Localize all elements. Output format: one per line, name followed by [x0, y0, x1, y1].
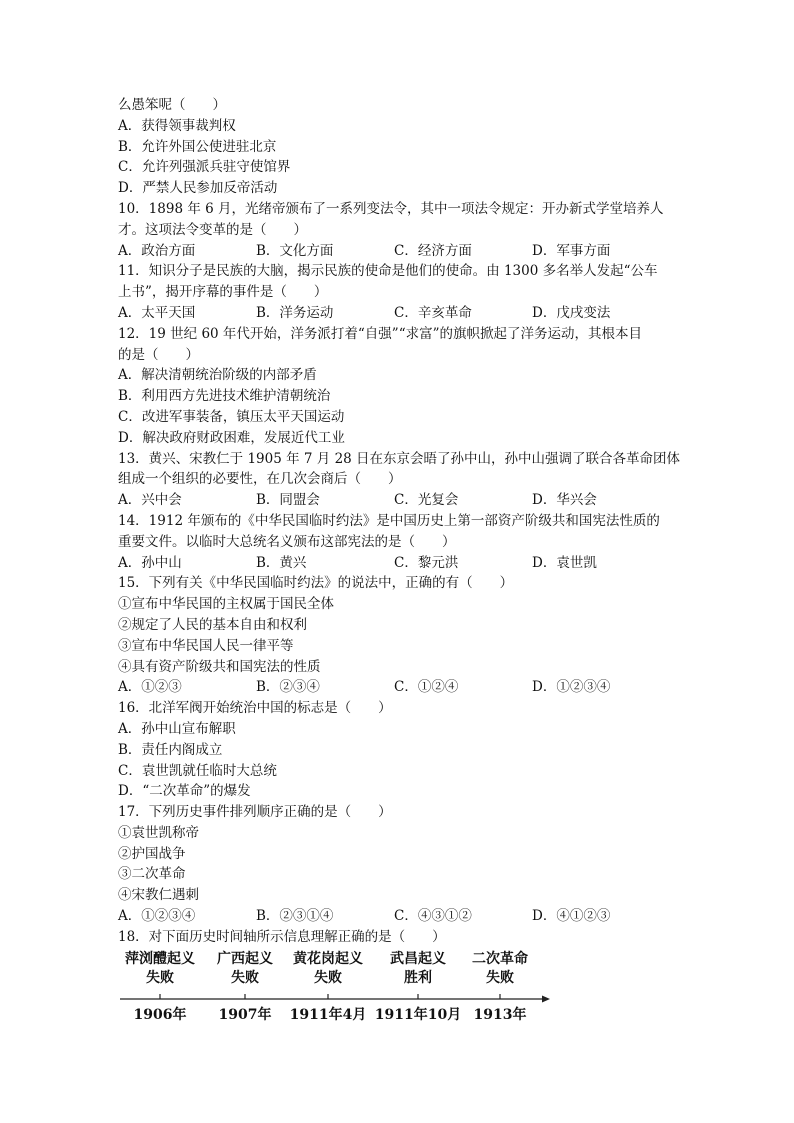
- event-result: 失败: [314, 969, 342, 986]
- question-stem-line: 14．1912 年颁布的《中华民国临时约法》是中国历史上第一部资产阶级共和国宪法性质的: [118, 512, 660, 529]
- timeline-axis: [118, 994, 558, 1004]
- statement-item: ③宣布中华民国人民一律平等: [118, 637, 294, 654]
- option-a: A．①②③: [118, 679, 182, 696]
- option-b: B．②③①④: [256, 908, 334, 925]
- options-row: [118, 303, 678, 324]
- question-stem-line: 上书”，揭开序幕的事件是（ ）: [118, 284, 328, 301]
- timeline-event: [455, 950, 545, 988]
- options-row: [118, 553, 678, 574]
- question-14: [118, 511, 678, 573]
- option-d: D．华兴会: [532, 492, 597, 509]
- option-b: B．同盟会: [256, 492, 320, 509]
- choice-c: C．袁世凯就任临时大总统: [118, 762, 277, 779]
- timeline-year: 1911年4月: [289, 1006, 367, 1023]
- option-c: C．经济方面: [394, 242, 472, 259]
- question-11: [118, 261, 678, 323]
- question-18: [118, 927, 678, 1028]
- history-timeline: [118, 950, 558, 1028]
- event-name: 广西起义: [217, 950, 273, 967]
- question-stem-line: 12．19 世纪 60 年代开始，洋务派打着“自强”“求富”的旗帜掀起了洋务运动，其根本目: [118, 325, 643, 342]
- option-a: A．①②③④: [118, 908, 196, 925]
- choice-b: B．利用西方先进技术维护清朝统治: [118, 388, 331, 405]
- event-result: 胜利: [404, 969, 432, 986]
- option-a: A．太平天国: [118, 304, 196, 321]
- question-stem-line: 15．下列有关《中华民国临时约法》的说法中，正确的有（ ）: [118, 575, 514, 592]
- option-d: D．袁世凯: [532, 554, 597, 571]
- options-row: [118, 906, 678, 927]
- choice-d: D．“二次革命”的爆发: [118, 783, 251, 800]
- event-result: 失败: [231, 969, 259, 986]
- option-c: C．光复会: [394, 492, 459, 509]
- choice-c: C．允许列强派兵驻守使馆界: [118, 159, 291, 176]
- question-stem-line: 10．1898 年 6 月，光绪帝颁布了一系列变法令，其中一项法令规定：开办新式学堂培养人: [118, 200, 664, 217]
- option-a: A．政治方面: [118, 242, 196, 259]
- question-16: [118, 698, 678, 802]
- choice-d: D．严禁人民参加反帝活动: [118, 180, 278, 197]
- option-b: B．洋务运动: [256, 304, 334, 321]
- choice-b: B．允许外国公使进驻北京: [118, 138, 277, 155]
- question-stem-line: 重要文件。以临时大总统名义颁布这部宪法的是（ ）: [118, 533, 456, 550]
- event-result: 失败: [486, 969, 514, 986]
- option-c: C．辛亥革命: [394, 304, 472, 321]
- question-9-tail: [118, 95, 678, 199]
- question-stem-line: 11．知识分子是民族的大脑，揭示民族的使命是他们的使命。由 1300 多名举人发起“公车: [118, 263, 658, 280]
- timeline-year: 1913年: [473, 1006, 527, 1023]
- event-name: 黄花岗起义: [293, 950, 363, 967]
- option-d: D．④①②③: [532, 908, 611, 925]
- choice-c: C．改进军事装备，镇压太平天国运动: [118, 408, 345, 425]
- question-10: [118, 199, 678, 261]
- choice-d: D．解决政府财政困难，发展近代工业: [118, 429, 345, 446]
- timeline-event: [283, 950, 373, 988]
- option-d: D．军事方面: [532, 242, 611, 259]
- choice-a: A．解决清朝统治阶级的内部矛盾: [118, 367, 317, 384]
- option-d: D．戊戌变法: [532, 304, 611, 321]
- event-result: 失败: [146, 969, 174, 986]
- event-name: 萍浏醴起义: [125, 950, 195, 967]
- options-row: [118, 241, 678, 262]
- timeline-year: 1911年10月: [374, 1006, 462, 1023]
- timeline-year: 1907年: [218, 1006, 272, 1023]
- option-b: B．黄兴: [256, 554, 307, 571]
- statement-item: ②规定了人民的基本自由和权利: [118, 616, 307, 633]
- event-name: 二次革命: [472, 950, 528, 967]
- question-stem-line: 的是（ ）: [118, 346, 199, 363]
- option-c: C．④③①②: [394, 908, 472, 925]
- option-a: A．兴中会: [118, 492, 182, 509]
- option-b: B．②③④: [256, 679, 320, 696]
- question-stem-line: 16．北洋军阀开始统治中国的标志是（ ）: [118, 700, 392, 717]
- question-stem-line: 才。这项法令变革的是（ ）: [118, 221, 307, 238]
- choice-b: B．责任内阁成立: [118, 741, 223, 758]
- timeline-event: [200, 950, 290, 988]
- choice-a: A．获得领事裁判权: [118, 117, 236, 134]
- event-name: 武昌起义: [390, 950, 446, 967]
- exam-page: [118, 95, 681, 1028]
- question-stem-line: 18．对下面历史时间轴所示信息理解正确的是（ ）: [118, 928, 446, 945]
- option-a: A．孙中山: [118, 554, 182, 571]
- option-b: B．文化方面: [256, 242, 334, 259]
- statement-item: ④宋教仁遇刺: [118, 887, 199, 904]
- statement-item: ②护国战争: [118, 845, 186, 862]
- statement-item: ④具有资产阶级共和国宪法的性质: [118, 658, 321, 675]
- timeline-arrow: [542, 995, 550, 1002]
- option-d: D．①②③④: [532, 679, 611, 696]
- question-stem-line: 么愚笨呢（ ）: [118, 97, 226, 113]
- statement-item: ①宣布中华民国的主权属于国民全体: [118, 596, 334, 613]
- options-row: [118, 490, 678, 511]
- statement-item: ①袁世凯称帝: [118, 824, 199, 841]
- timeline-year: 1906年: [133, 1006, 187, 1023]
- timeline-event: [373, 950, 463, 988]
- option-c: C．黎元洪: [394, 554, 459, 571]
- question-15: [118, 573, 678, 698]
- statement-item: ③二次革命: [118, 866, 186, 883]
- options-row: [118, 677, 678, 698]
- option-c: C．①②④: [394, 679, 459, 696]
- question-stem-line: 组成一个组织的必要性，在几次会商后（ ）: [118, 471, 402, 488]
- question-17: [118, 802, 678, 927]
- question-stem-line: 13．黄兴、宋教仁于 1905 年 7 月 28 日在东京会晤了孙中山，孙中山强调了联合各革命团体: [118, 450, 681, 467]
- question-stem-line: 17．下列历史事件排列顺序正确的是（ ）: [118, 804, 392, 821]
- question-12: [118, 324, 678, 449]
- timeline-event: [115, 950, 205, 988]
- question-13: [118, 449, 681, 511]
- choice-a: A．孙中山宣布解职: [118, 720, 236, 737]
